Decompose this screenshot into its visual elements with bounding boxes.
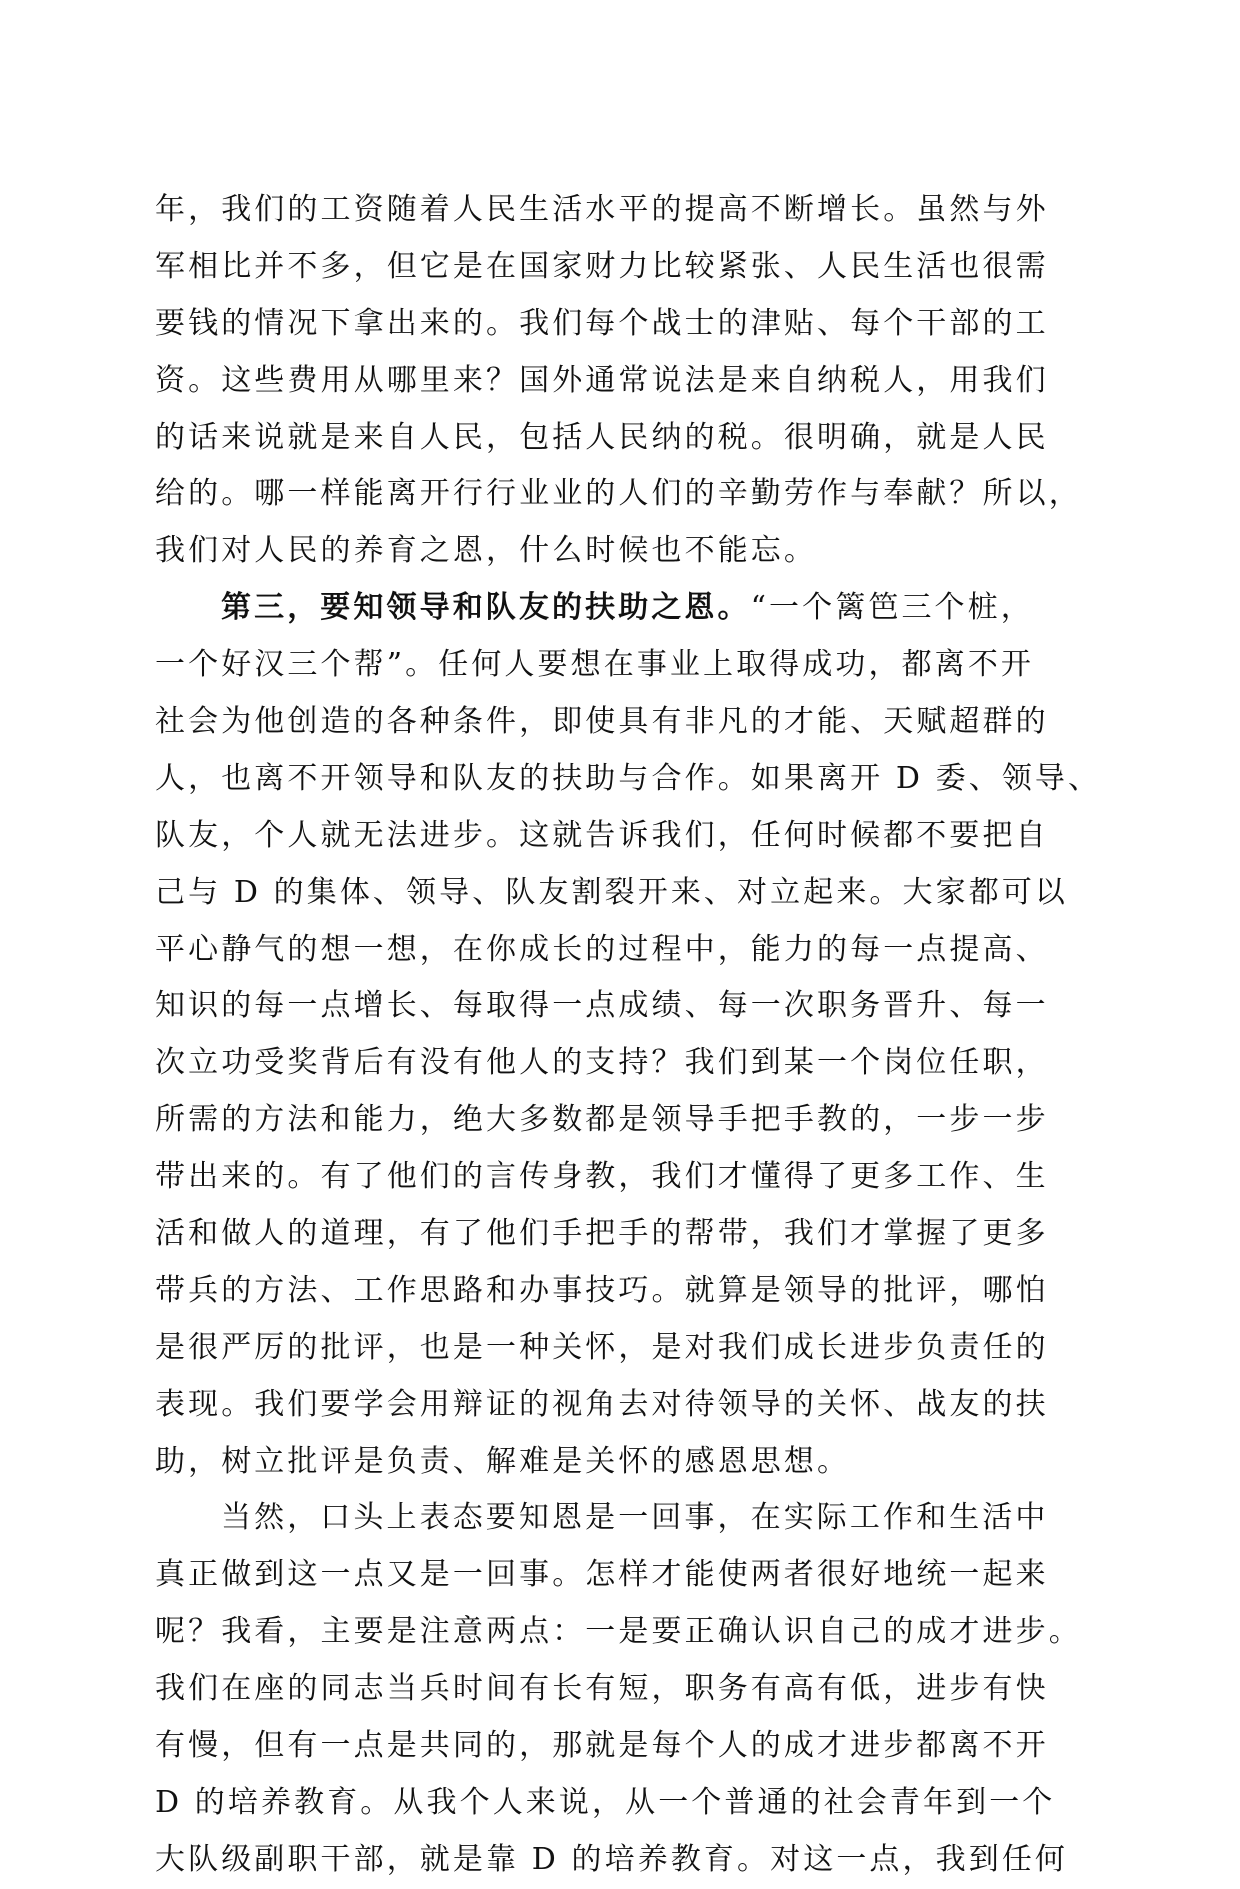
text-line: 带兵的方法、工作思路和办事技巧。就算是领导的批评，哪怕 (155, 1272, 1049, 1308)
body-text (155, 182, 1102, 1889)
text-line: 我们在座的同志当兵时间有长有短，职务有高有低，进步有快 (155, 1671, 1049, 1707)
text-line: 平心静气的想一想，在你成长的过程中，能力的每一点提高、 (155, 931, 1049, 967)
text-line: 军相比并不多，但它是在国家财力比较紧张、人民生活也很需 (155, 248, 1049, 284)
section-heading: 第三，要知领导和队友的扶助之恩。 (221, 590, 751, 626)
text-line: 大队级副职干部，就是靠 D 的培养教育。对这一点，我到任何 (155, 1841, 1069, 1877)
text-line: 己与 D 的集体、领导、队友割裂开来、对立起来。大家都可以 (155, 874, 1069, 910)
text-line: 的话来说就是来自人民，包括人民纳的税。很明确，就是人民 (155, 419, 1049, 455)
text-line: 给的。哪一样能离开行行业业的人们的辛勤劳作与奉献？所以， (155, 476, 1082, 512)
section-heading-line (155, 580, 1075, 637)
text-line: 人，也离不开领导和队友的扶助与合作。如果离开 D 委、领导、 (155, 760, 1102, 796)
text-line: D 的培养教育。从我个人来说，从一个普通的社会青年到一个 (155, 1784, 1056, 1820)
text-line: 所需的方法和能力，绝大多数都是领导手把手教的，一步一步 (155, 1102, 1049, 1138)
text-line: 表现。我们要学会用辩证的视角去对待领导的关怀、战友的扶 (155, 1386, 1049, 1422)
text-line: 是很严厉的批评，也是一种关怀，是对我们成长进步负责任的 (155, 1329, 1049, 1365)
text-line: 知识的每一点增长、每取得一点成绩、每一次职务晋升、每一 (155, 988, 1049, 1024)
text-line: 一个好汉三个帮”。任何人要想在事业上取得成功，都离不开 (155, 647, 1035, 683)
text-line: 资。这些费用从哪里来？国外通常说法是来自纳税人，用我们 (155, 362, 1049, 398)
text-line: 有慢，但有一点是共同的，那就是每个人的成才进步都离不开 (155, 1728, 1049, 1764)
text-line: 我们对人民的养育之恩，什么时候也不能忘。 (155, 533, 817, 569)
text-line: 助，树立批评是负责、解难是关怀的感恩思想。 (155, 1443, 851, 1479)
text-line: 年，我们的工资随着人民生活水平的提高不断增长。虽然与外 (155, 192, 1049, 227)
text-line: 社会为他创造的各种条件，即使具有非凡的才能、天赋超群的 (155, 704, 1049, 740)
text-line: 活和做人的道理，有了他们手把手的帮带，我们才掌握了更多 (155, 1216, 1049, 1252)
text-line: 次立功受奖背后有没有他人的支持？我们到某一个岗位任职， (155, 1045, 1049, 1081)
section-heading-continuation: “一个篱笆三个桩， (750, 590, 1034, 626)
text-line: 带出来的。有了他们的言传身教，我们才懂得了更多工作、生 (155, 1159, 1049, 1195)
paragraph-start-line: 当然，口头上表态要知恩是一回事，在实际工作和生活中 (221, 1500, 1049, 1536)
text-line: 真正做到这一点又是一回事。怎样才能使两者很好地统一起来 (155, 1557, 1049, 1593)
text-line: 要钱的情况下拿出来的。我们每个战士的津贴、每个干部的工 (155, 305, 1049, 341)
text-line: 呢？我看，主要是注意两点：一是要正确认识自己的成才进步。 (155, 1614, 1082, 1650)
text-line: 队友，个人就无法进步。这就告诉我们，任何时候都不要把自 (155, 817, 1049, 853)
